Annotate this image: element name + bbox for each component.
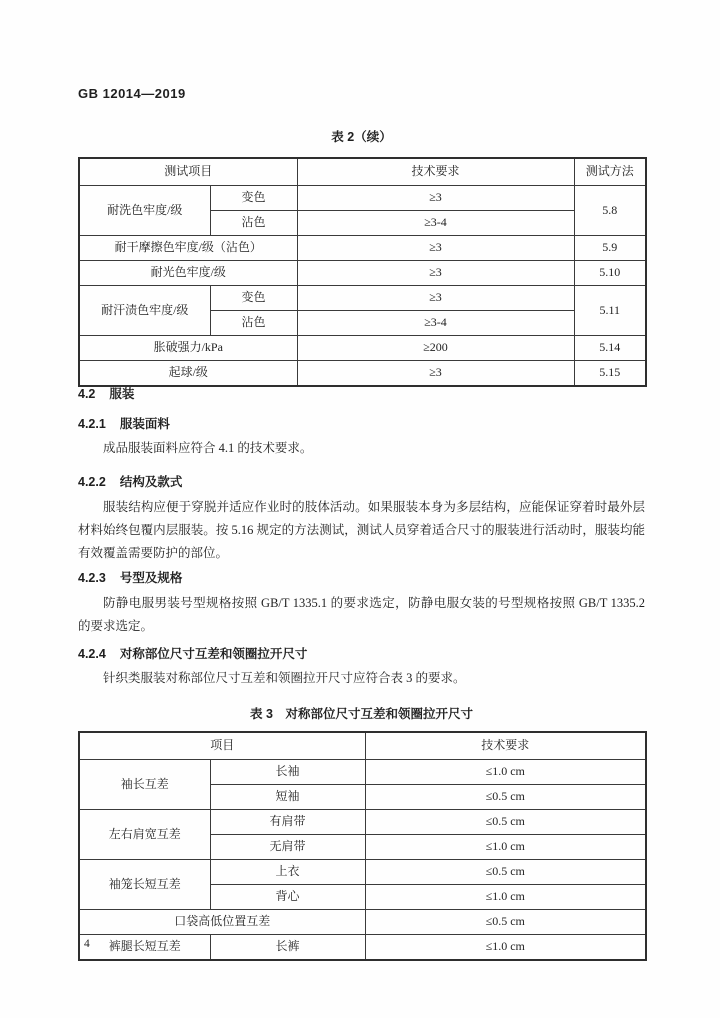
section-number: 4.2.2 <box>78 475 106 489</box>
section-title: 服装 <box>109 387 135 401</box>
table2-req: ≥3 <box>297 186 574 211</box>
table3-req: ≤0.5 cm <box>365 910 646 935</box>
section-number: 4.2.1 <box>78 417 106 431</box>
table2-method: 5.14 <box>574 336 646 361</box>
table3-size-tolerance <box>78 731 647 961</box>
section-title: 结构及款式 <box>119 475 183 489</box>
table2-method: 5.8 <box>574 186 646 236</box>
table3-header-item: 项目 <box>79 732 365 760</box>
table3-item: 袖长互差 <box>79 760 210 810</box>
table3-subitem: 有肩带 <box>210 810 365 835</box>
table2-subitem: 变色 <box>210 286 297 311</box>
table2-req: ≥200 <box>297 336 574 361</box>
table-row <box>79 236 646 261</box>
table3-item: 口袋高低位置互差 <box>79 910 365 935</box>
table2-item: 耐洗色牢度/级 <box>79 186 210 236</box>
table3-subitem: 背心 <box>210 885 365 910</box>
table-row <box>79 860 646 885</box>
table-row <box>79 361 646 387</box>
section-heading-4-2 <box>78 384 645 402</box>
table3-item: 裤腿长短互差 <box>79 935 210 961</box>
table-row <box>79 261 646 286</box>
table3-subitem: 无肩带 <box>210 835 365 860</box>
table-row <box>79 910 646 935</box>
table-row <box>79 286 646 311</box>
table-row <box>79 186 646 211</box>
table2-req: ≥3 <box>297 361 574 387</box>
table2-subitem: 变色 <box>210 186 297 211</box>
table-row <box>79 935 646 961</box>
table2-method: 5.10 <box>574 261 646 286</box>
table2-method: 5.11 <box>574 286 646 336</box>
table2-header-method: 测试方法 <box>574 158 646 186</box>
table3-subitem: 长裤 <box>210 935 365 961</box>
table3-req: ≤0.5 cm <box>365 860 646 885</box>
paragraph-4-2-3: 防静电服男装号型规格按照 GB/T 1335.1 的要求选定，防静电服女装的号型规格按照 GB/T 1335.2 的要求选定。 <box>78 596 645 633</box>
section-title: 服装面料 <box>119 417 170 431</box>
table2-item: 起球/级 <box>79 361 297 387</box>
table-row <box>79 810 646 835</box>
table3-caption: 表 3 对称部位尺寸互差和领圈拉开尺寸 <box>250 707 473 721</box>
table2-method: 5.9 <box>574 236 646 261</box>
table2-req: ≥3-4 <box>297 311 574 336</box>
table2-item: 胀破强力/kPa <box>79 336 297 361</box>
table2-subitem: 沾色 <box>210 311 297 336</box>
table3-subitem: 上衣 <box>210 860 365 885</box>
table3-header-requirement: 技术要求 <box>365 732 646 760</box>
table2-item: 耐光色牢度/级 <box>79 261 297 286</box>
section-title: 对称部位尺寸互差和领圈拉开尺寸 <box>119 647 308 661</box>
paragraph-4-2-4: 针织类服装对称部位尺寸互差和领圈拉开尺寸应符合表 3 的要求。 <box>103 671 466 685</box>
table2-header-row <box>79 158 646 186</box>
table2-caption: 表 2（续） <box>331 130 392 144</box>
table3-req: ≤1.0 cm <box>365 835 646 860</box>
section-heading-4-2-3 <box>78 568 645 586</box>
paragraph-4-2-1: 成品服装面料应符合 4.1 的技术要求。 <box>103 441 313 455</box>
table2-item: 耐汗渍色牢度/级 <box>79 286 210 336</box>
table2-header-item: 测试项目 <box>79 158 297 186</box>
section-number: 4.2.3 <box>78 571 106 585</box>
table2-header-requirement: 技术要求 <box>297 158 574 186</box>
table3-req: ≤1.0 cm <box>365 935 646 961</box>
table-row <box>79 760 646 785</box>
table2-item: 耐干摩擦色牢度/级（沾色） <box>79 236 297 261</box>
table2-req: ≥3 <box>297 286 574 311</box>
standard-code: GB 12014—2019 <box>78 86 186 101</box>
section-number: 4.2.4 <box>78 647 106 661</box>
table-row <box>79 336 646 361</box>
table2-method: 5.15 <box>574 361 646 387</box>
table2-subitem: 沾色 <box>210 211 297 236</box>
table2-req: ≥3 <box>297 236 574 261</box>
table3-header-row <box>79 732 646 760</box>
table3-subitem: 长袖 <box>210 760 365 785</box>
table3-item: 袖笼长短互差 <box>79 860 210 910</box>
table3-req: ≤0.5 cm <box>365 785 646 810</box>
page-number: 4 <box>84 938 90 950</box>
section-title: 号型及规格 <box>119 571 183 585</box>
table3-item: 左右肩宽互差 <box>79 810 210 860</box>
section-number: 4.2 <box>78 387 96 401</box>
table3-req: ≤1.0 cm <box>365 760 646 785</box>
table3-req: ≤0.5 cm <box>365 810 646 835</box>
paragraph-4-2-2: 服装结构应便于穿脱并适应作业时的肢体活动。如果服装本身为多层结构，应能保证穿着时最外层材料始终包覆内层服装。按 5.16 规定的方法测试，测试人员穿着适合尺寸的服装进行活动时，服装均能有效覆盖需要防护的部位。 <box>78 500 645 560</box>
table2-req: ≥3 <box>297 261 574 286</box>
section-heading-4-2-4 <box>78 644 645 662</box>
section-heading-4-2-1 <box>78 414 645 432</box>
section-heading-4-2-2 <box>78 472 645 490</box>
table3-req: ≤1.0 cm <box>365 885 646 910</box>
table2-req: ≥3-4 <box>297 211 574 236</box>
table3-subitem: 短袖 <box>210 785 365 810</box>
table2-test-requirements <box>78 157 647 387</box>
